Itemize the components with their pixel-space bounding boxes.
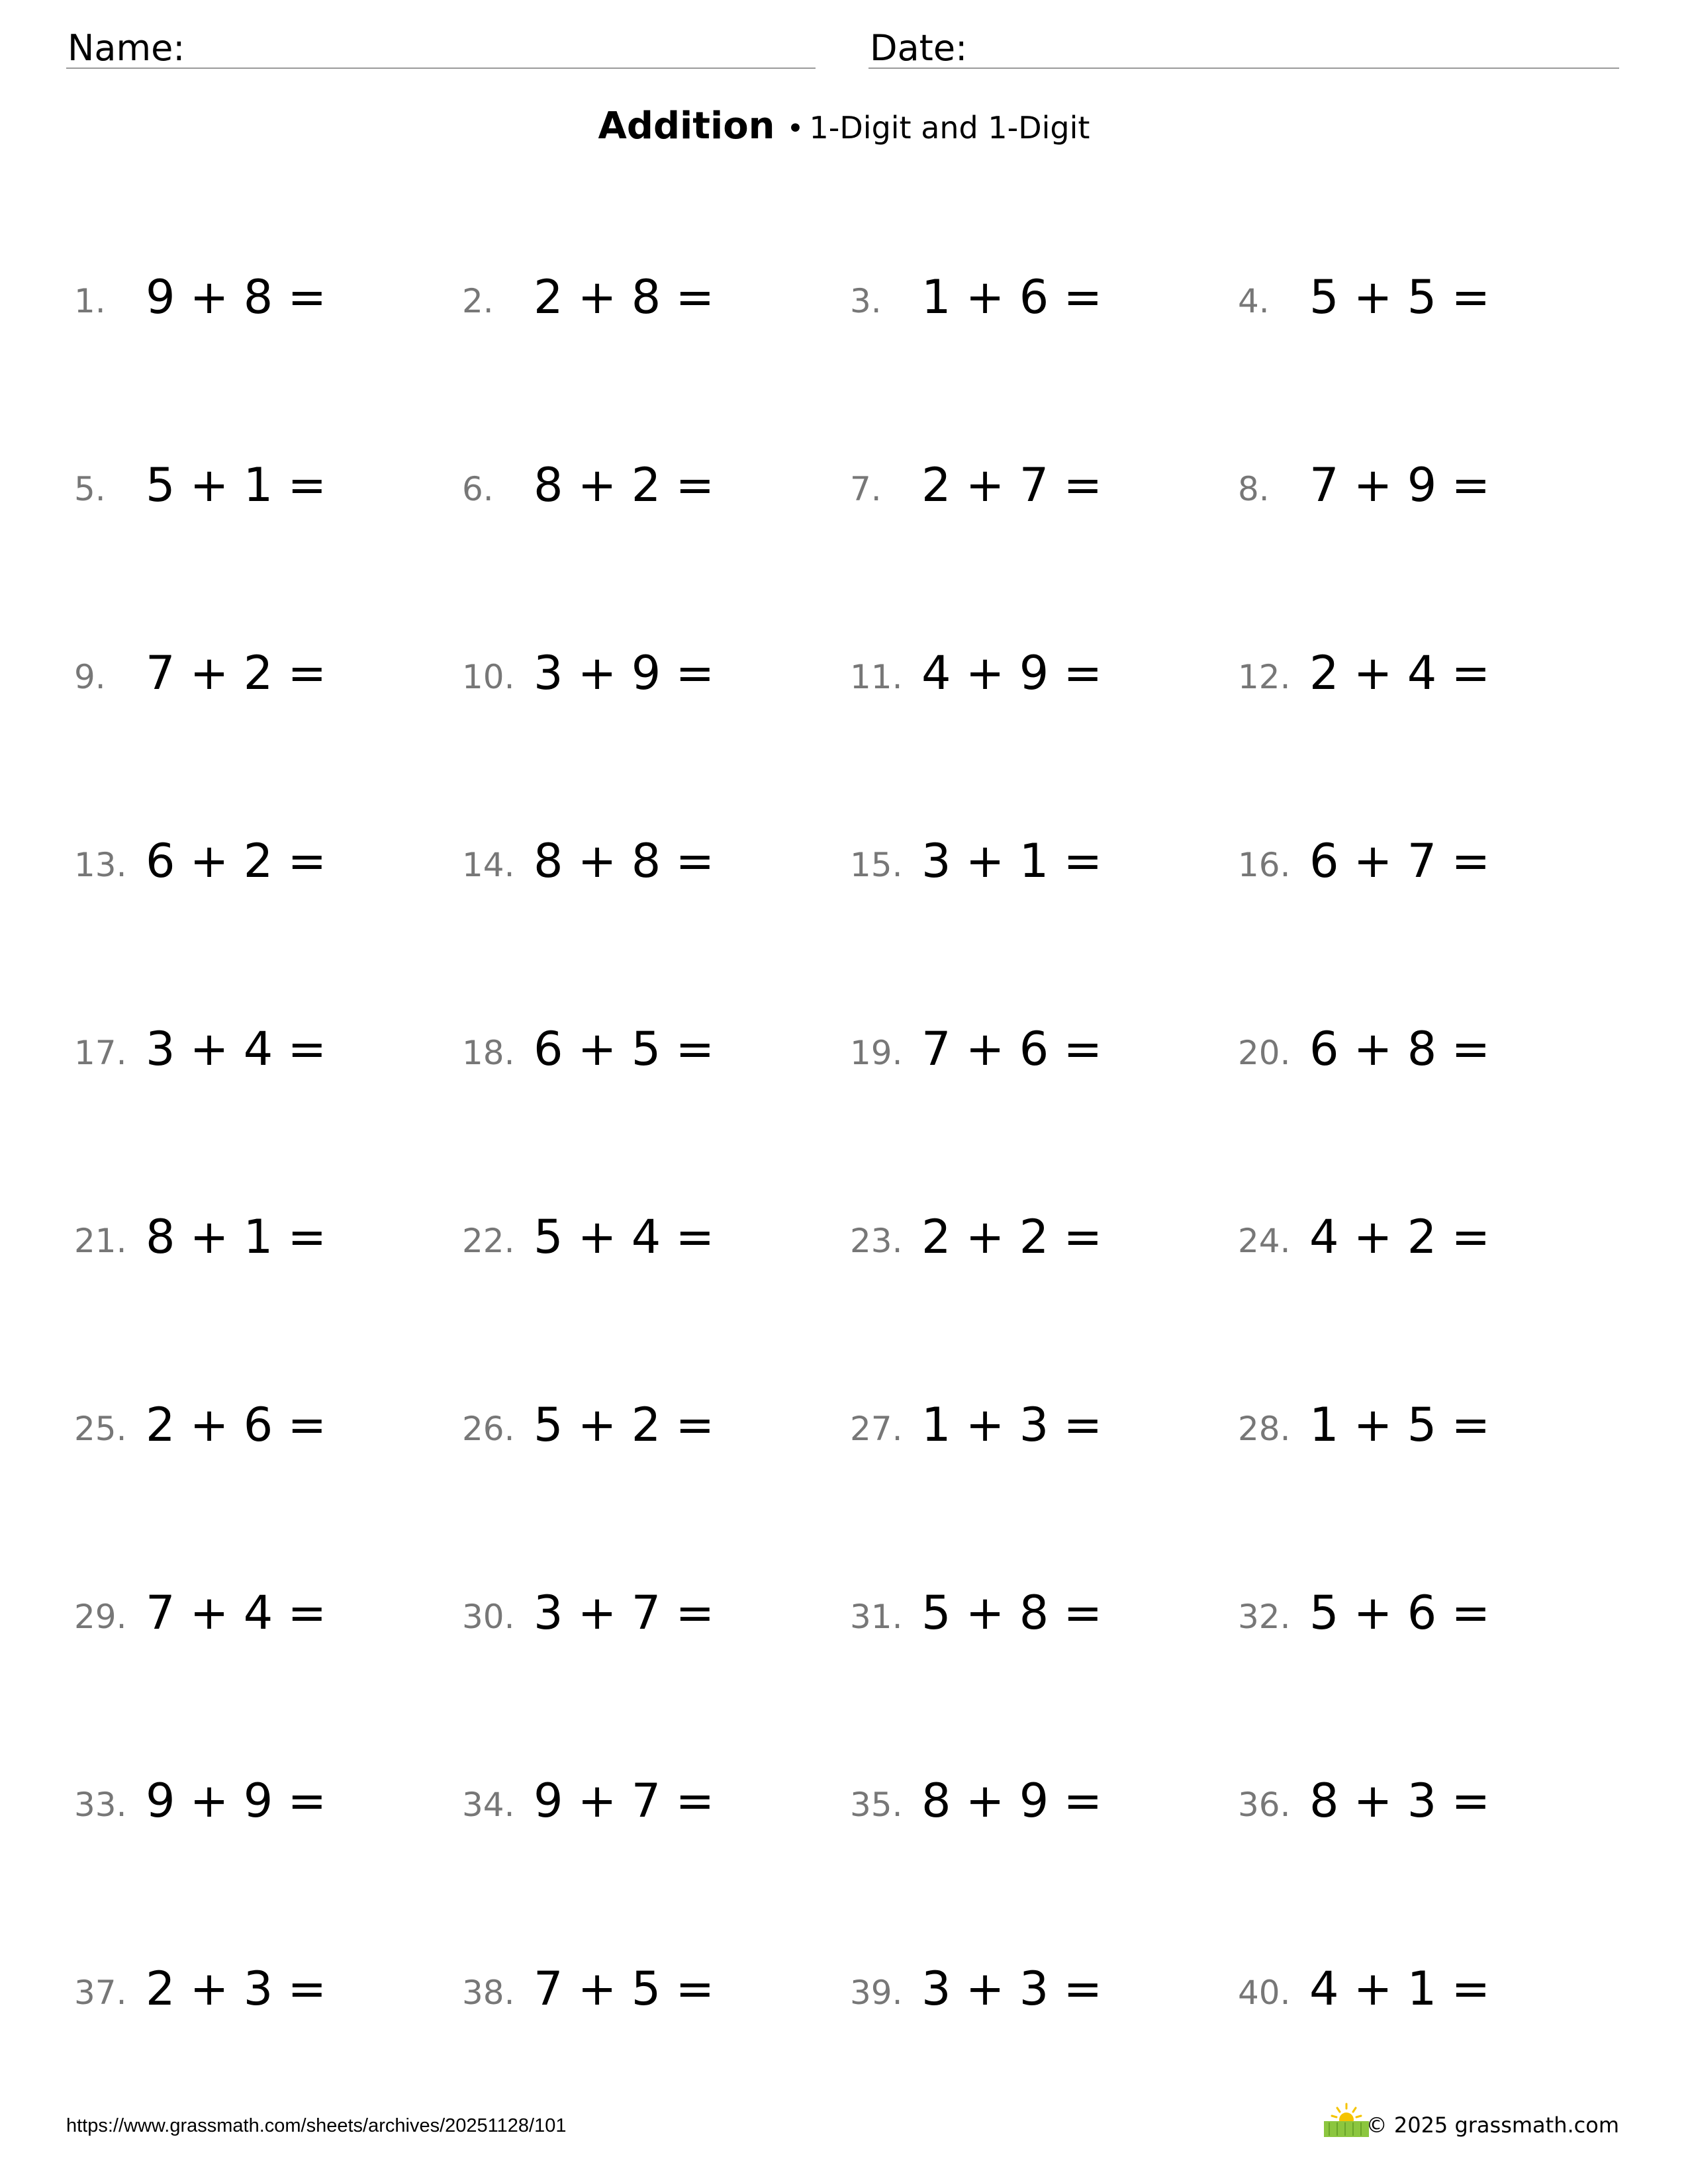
problem-expression: 5 + 4 = [534,1210,715,1264]
problem-item [74,1561,445,1653]
problem-expression: 2 + 8 = [534,270,715,324]
problem-number: 24. [1238,1222,1291,1260]
problem-expression: 1 + 6 = [921,270,1103,324]
problem-number: 31. [850,1598,903,1636]
problem-item [1238,1561,1609,1653]
problem-item [74,621,445,713]
problem-item [462,997,833,1089]
problem-item [462,1561,833,1653]
title-separator: • [786,112,804,146]
problem-expression: 3 + 3 = [921,1962,1103,2016]
problem-item [850,433,1221,525]
problem-number: 39. [850,1974,903,2012]
problem-number: 3. [850,282,882,320]
problem-item [1238,433,1609,525]
problem-expression: 5 + 6 = [1309,1586,1491,1640]
problem-number: 8. [1238,470,1270,508]
title-main: Addition [598,105,775,148]
problem-expression: 4 + 9 = [921,646,1103,700]
problem-number: 23. [850,1222,903,1260]
problem-item [462,809,833,901]
problem-expression: 6 + 8 = [1309,1022,1491,1076]
problem-expression: 5 + 1 = [146,458,327,512]
problem-expression: 7 + 4 = [146,1586,327,1640]
problem-number: 37. [74,1974,127,2012]
problem-number: 17. [74,1034,127,1072]
problem-number: 2. [462,282,494,320]
problem-number: 32. [1238,1598,1291,1636]
problem-item [74,1373,445,1465]
problem-number: 28. [1238,1410,1291,1448]
problem-number: 26. [462,1410,515,1448]
problem-expression: 6 + 2 = [146,834,327,888]
problem-expression: 2 + 6 = [146,1398,327,1452]
problem-expression: 9 + 9 = [146,1774,327,1828]
problem-item [74,1749,445,1841]
problem-number: 20. [1238,1034,1291,1072]
problem-item [462,1185,833,1277]
problem-number: 10. [462,658,515,696]
problem-expression: 6 + 5 = [534,1022,715,1076]
problem-number: 5. [74,470,106,508]
problem-number: 11. [850,658,903,696]
problem-number: 15. [850,846,903,884]
problem-item [1238,809,1609,901]
problem-expression: 2 + 4 = [1309,646,1491,700]
problem-number: 21. [74,1222,127,1260]
problem-number: 35. [850,1786,903,1824]
problem-expression: 9 + 8 = [146,270,327,324]
problem-expression: 4 + 2 = [1309,1210,1491,1264]
problem-item [462,433,833,525]
problem-number: 27. [850,1410,903,1448]
problem-item [1238,621,1609,713]
problem-expression: 2 + 2 = [921,1210,1103,1264]
problem-number: 19. [850,1034,903,1072]
problem-item [462,1749,833,1841]
title-subtitle: 1-Digit and 1-Digit [809,110,1090,146]
problem-item [850,245,1221,338]
problem-item [462,1936,833,2029]
problem-item [850,1936,1221,2029]
problem-item [74,809,445,901]
problem-number: 29. [74,1598,127,1636]
problem-item [462,1373,833,1465]
problem-item [850,1749,1221,1841]
problem-item [1238,1749,1609,1841]
problem-expression: 6 + 7 = [1309,834,1491,888]
problem-number: 18. [462,1034,515,1072]
problem-number: 22. [462,1222,515,1260]
problem-item [74,1185,445,1277]
problem-expression: 3 + 1 = [921,834,1103,888]
problem-number: 40. [1238,1974,1291,2012]
problem-number: 16. [1238,846,1291,884]
problem-item [850,997,1221,1089]
problem-expression: 3 + 9 = [534,646,715,700]
problem-number: 33. [74,1786,127,1824]
footer-copyright: © 2025 grassmath.com [1366,2113,1619,2138]
problem-number: 13. [74,846,127,884]
problem-item [850,1561,1221,1653]
problem-expression: 8 + 8 = [534,834,715,888]
problem-expression: 8 + 3 = [1309,1774,1491,1828]
grass-sun-logo-icon [1323,2101,1370,2138]
problem-expression: 8 + 9 = [921,1774,1103,1828]
problem-expression: 7 + 9 = [1309,458,1491,512]
problem-item [1238,1936,1609,2029]
problem-expression: 3 + 7 = [534,1586,715,1640]
problem-number: 7. [850,470,882,508]
problem-item [1238,997,1609,1089]
problem-expression: 5 + 2 = [534,1398,715,1452]
problem-expression: 8 + 1 = [146,1210,327,1264]
problem-expression: 4 + 1 = [1309,1962,1491,2016]
problem-expression: 2 + 7 = [921,458,1103,512]
problem-expression: 5 + 8 = [921,1586,1103,1640]
problem-number: 6. [462,470,494,508]
problem-item [74,245,445,338]
problem-item [1238,245,1609,338]
problem-expression: 9 + 7 = [534,1774,715,1828]
problem-number: 34. [462,1786,515,1824]
problem-expression: 3 + 4 = [146,1022,327,1076]
problem-item [1238,1373,1609,1465]
problem-number: 4. [1238,282,1270,320]
problem-item [74,997,445,1089]
problem-item [74,1936,445,2029]
problem-expression: 8 + 2 = [534,458,715,512]
name-label: Name: [68,27,185,69]
problem-number: 12. [1238,658,1291,696]
problem-expression: 7 + 6 = [921,1022,1103,1076]
problem-item [850,1373,1221,1465]
problem-number: 14. [462,846,515,884]
problem-number: 25. [74,1410,127,1448]
problem-expression: 1 + 3 = [921,1398,1103,1452]
problem-expression: 7 + 5 = [534,1962,715,2016]
date-label: Date: [870,27,968,69]
problem-item [1238,1185,1609,1277]
problem-expression: 2 + 3 = [146,1962,327,2016]
problem-number: 1. [74,282,106,320]
problem-number: 9. [74,658,106,696]
problem-item [462,621,833,713]
problem-item [850,809,1221,901]
problem-expression: 5 + 5 = [1309,270,1491,324]
problem-expression: 7 + 2 = [146,646,327,700]
footer-url: https://www.grassmath.com/sheets/archives/20251128/101 [66,2115,567,2136]
problem-item [850,1185,1221,1277]
problem-item [74,433,445,525]
problem-number: 36. [1238,1786,1291,1824]
problem-item [850,621,1221,713]
problem-expression: 1 + 5 = [1309,1398,1491,1452]
problem-number: 38. [462,1974,515,2012]
problem-item [462,245,833,338]
problem-number: 30. [462,1598,515,1636]
